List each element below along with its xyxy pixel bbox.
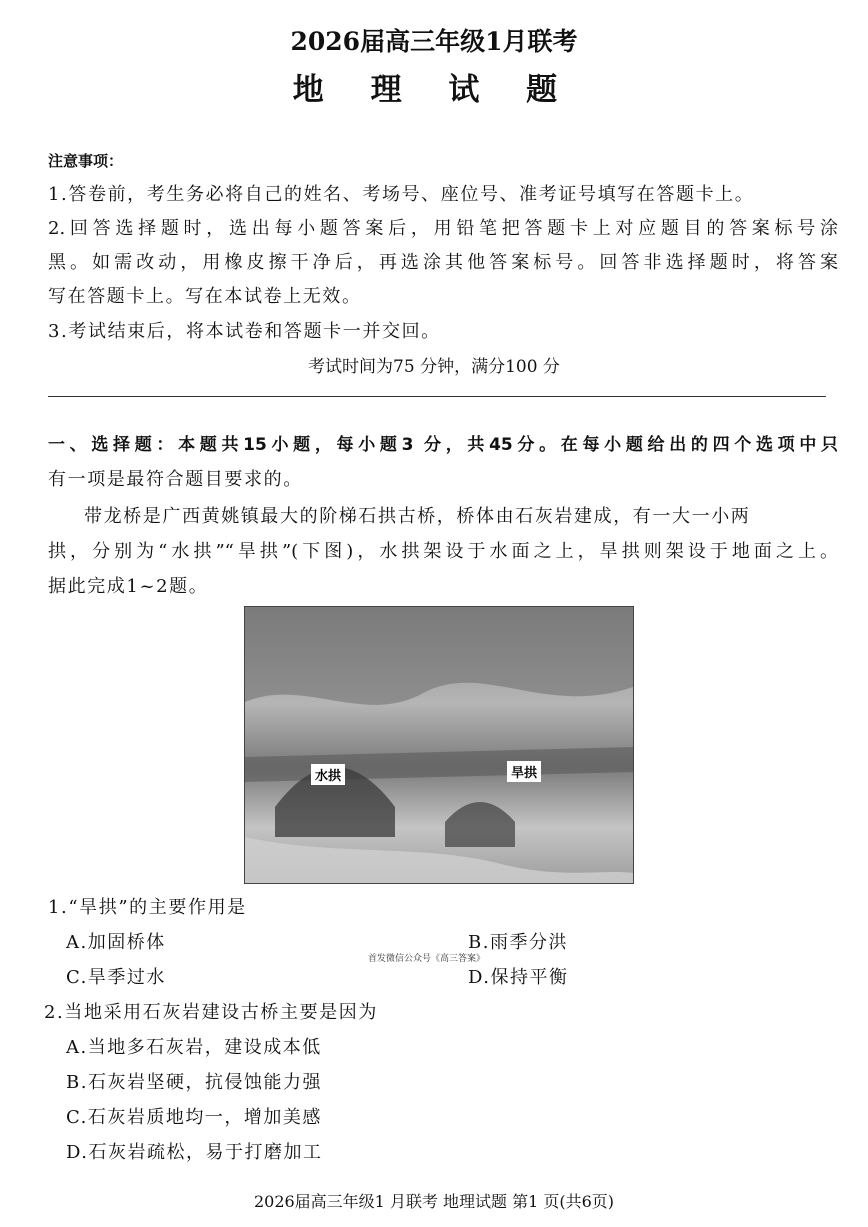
exam-time-info: 考试时间为75 分钟，满分100 分 <box>308 357 560 377</box>
section-heading: 一、选择题：本题共15小题，每小题3 分，共45分。在每小题给出的四个选项中只 <box>48 435 838 455</box>
question-1-stem: 1.“旱拱”的主要作用是 <box>48 897 247 918</box>
notes-heading: 注意事项： <box>48 152 124 170</box>
bridge-illustration <box>245 607 633 883</box>
note-item-2: 2.回答选择题时，选出每小题答案后，用铅笔把答题卡上对应题目的答案标号涂 <box>48 218 838 239</box>
page-footer: 2026届高三年级1 月联考 地理试题 第1 页(共6页) <box>253 1192 615 1211</box>
question-2-option-b: B.石灰岩坚硬，抗侵蚀能力强 <box>66 1072 322 1093</box>
water-arch-label: 水拱 <box>311 764 345 785</box>
section-heading-cont: 有一项是最符合题目要求的。 <box>48 469 303 490</box>
note-item-2-cont: 黑。如需改动，用橡皮擦干净后，再选涂其他答案标号。回答非选择题时，将答案 <box>48 252 838 273</box>
note-item-3: 3.考试结束后，将本试卷和答题卡一并交回。 <box>48 321 441 342</box>
question-2-option-c: C.石灰岩质地均一，增加美感 <box>66 1107 322 1128</box>
question-1-option-a: A.加固桥体 <box>66 932 166 953</box>
subject-title: 地 理 试 题 <box>292 72 576 108</box>
bridge-photo <box>244 606 634 884</box>
passage-line-1: 带龙桥是广西黄姚镇最大的阶梯石拱古桥，桥体由石灰岩建成，有一大一小两 <box>84 506 751 527</box>
question-2-option-d: D.石灰岩疏松，易于打磨加工 <box>66 1142 323 1163</box>
question-2-option-a: A.当地多石灰岩，建设成本低 <box>66 1037 322 1058</box>
question-1-option-d: D.保持平衡 <box>468 967 569 988</box>
note-item-2-end: 写在答题卡上。写在本试卷上无效。 <box>48 286 362 307</box>
question-1-option-c: C.旱季过水 <box>66 967 166 988</box>
divider <box>48 396 826 397</box>
question-1-option-b: B.雨季分洪 <box>468 932 568 953</box>
passage-line-3: 据此完成1~2题。 <box>48 576 209 597</box>
exam-title: 2026届高三年级1月联考 <box>290 27 578 56</box>
note-item-1: 1.答卷前，考生务必将自己的姓名、考场号、座位号、准考证号填写在答题卡上。 <box>48 184 755 205</box>
passage-line-2: 拱，分别为“水拱”“旱拱”(下图)，水拱架设于水面之上，旱拱则架设于地面之上。 <box>48 541 838 562</box>
question-2-stem: 2.当地采用石灰岩建设古桥主要是因为 <box>44 1002 378 1023</box>
dry-arch-label: 旱拱 <box>507 761 541 782</box>
watermark: 首发微信公众号《高三答案》 <box>368 954 486 964</box>
